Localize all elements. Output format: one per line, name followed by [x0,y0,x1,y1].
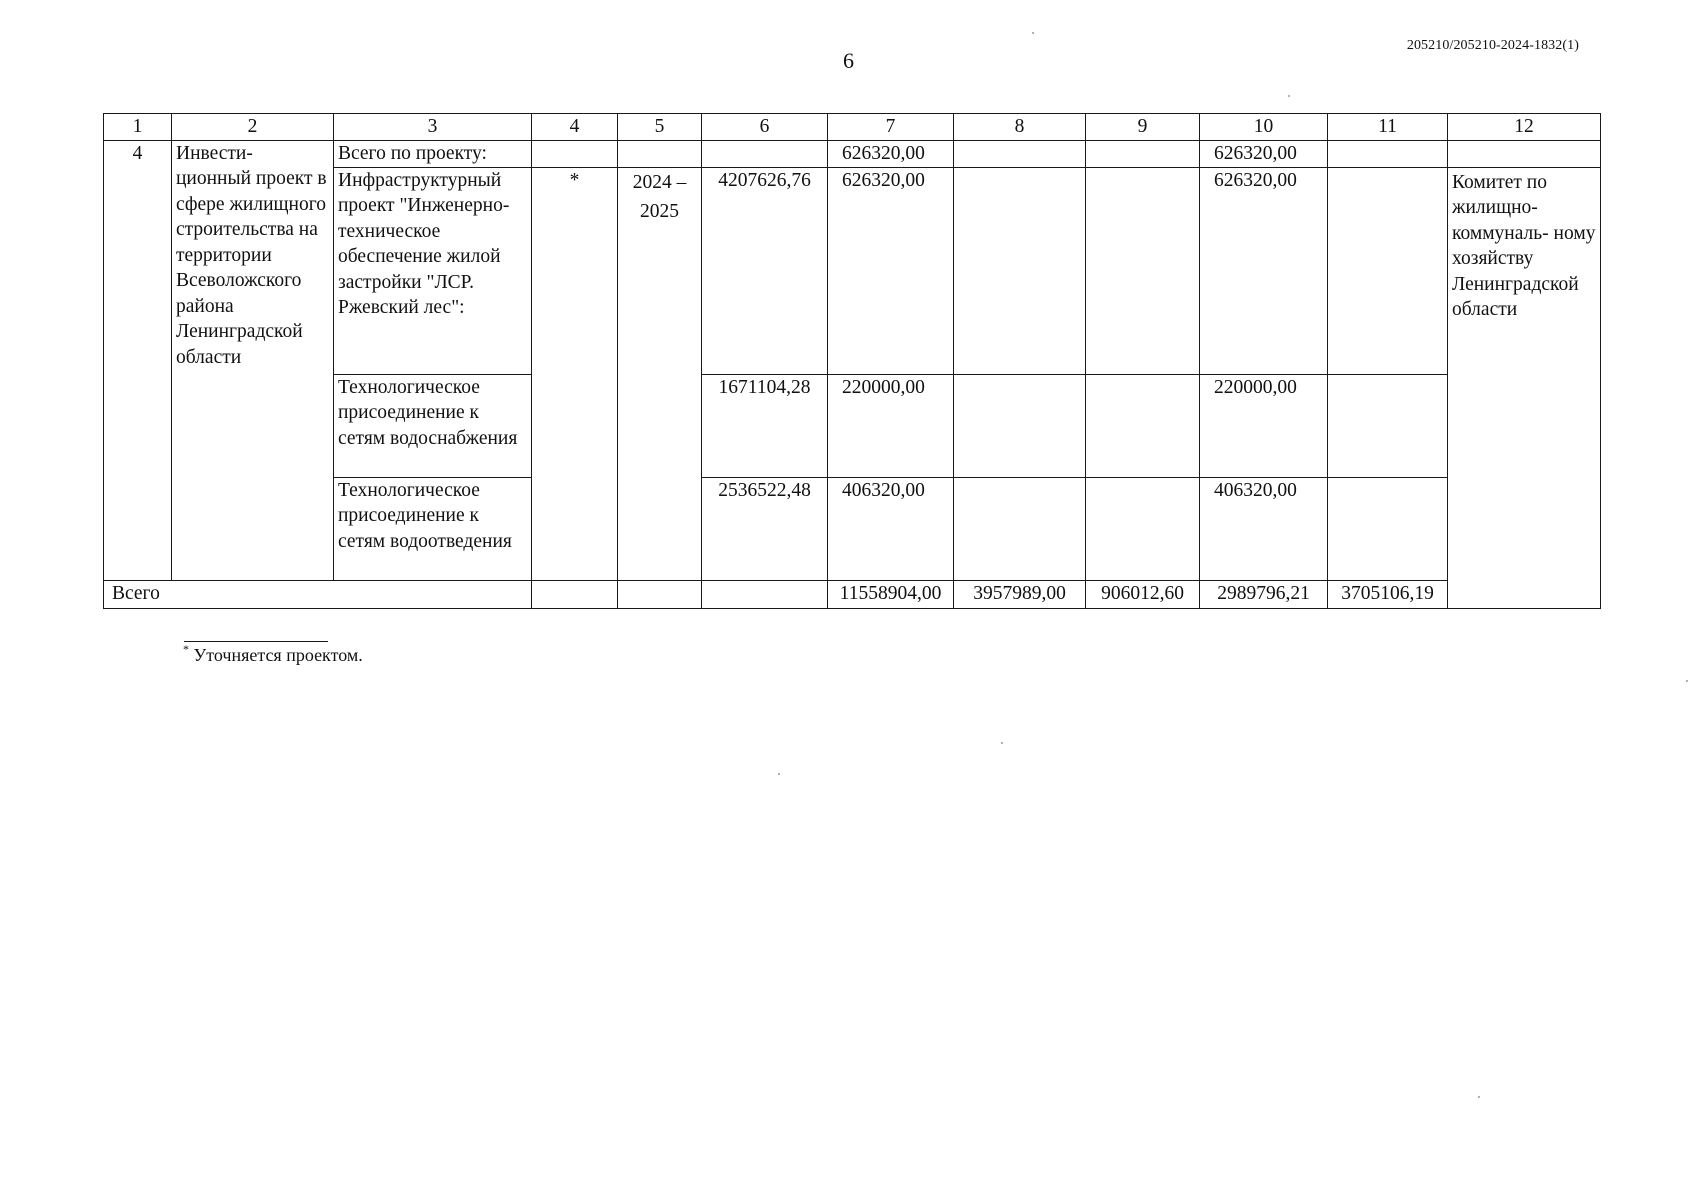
cell-empty [1086,477,1200,580]
water-supply-col10: 220000,00 [1200,374,1328,477]
column-number: 6 [702,114,828,141]
cell-empty [954,374,1086,477]
infrastructure-col10: 626320,00 [1200,167,1328,374]
grand-total-col8: 3957989,00 [954,580,1086,608]
cell-empty [1448,140,1601,167]
cell-empty [954,477,1086,580]
page-number: 6 [843,48,854,73]
cell-empty [702,140,828,167]
cell-empty [1328,167,1448,374]
column-number: 1 [104,114,172,141]
scan-speck [1001,742,1003,744]
cell-empty [618,580,702,608]
cell-empty [1328,140,1448,167]
cell-empty [954,167,1086,374]
project-total-col7: 626320,00 [828,140,954,167]
cell-empty [1086,167,1200,374]
column-number: 10 [1200,114,1328,141]
column-number: 4 [532,114,618,141]
sewerage-col10: 406320,00 [1200,477,1328,580]
row-number: 4 [104,140,172,580]
project-name: Инвести- ционный проект в сфере жилищного строительства на территории Всеволожского района Ленинградской области [172,140,334,580]
scan-speck [1478,1096,1480,1098]
financing-table [103,113,1601,609]
column-number: 7 [828,114,954,141]
cell-empty [702,580,828,608]
grand-total-label: Всего [104,580,532,608]
project-total-col10: 626320,00 [1200,140,1328,167]
water-supply-col7: 220000,00 [828,374,954,477]
cell-empty [532,140,618,167]
scan-speck [1288,95,1290,97]
responsible-committee: Комитет по жилищно- коммуналь- ному хозяйству Ленинградской области [1448,167,1601,608]
column-number: 3 [334,114,532,141]
document-code: 205210/205210-2024-1832(1) [1406,38,1579,53]
grand-total-col11: 3705106,19 [1328,580,1448,608]
period-cell: 2024 – 2025 [618,167,702,580]
scan-speck [1032,32,1034,34]
project-total-label: Всего по проекту: [334,140,532,167]
column-number: 8 [954,114,1086,141]
water-supply-col6: 1671104,28 [702,374,828,477]
footnote [183,642,363,666]
scan-speck [778,773,780,775]
scan-speck [1686,680,1688,682]
grand-total-col7: 11558904,00 [828,580,954,608]
cell-empty [954,140,1086,167]
cell-empty [1086,374,1200,477]
footnote-marker-cell: * [532,167,618,580]
column-number: 2 [172,114,334,141]
infrastructure-project-label: Инфраструктурный проект "Инженерно- техническое обеспечение жилой застройки "ЛСР. Ржевский лес": [334,167,532,374]
footnote-marker: * [183,642,189,656]
water-supply-label: Технологическое присоединение к сетям водоснабжения [334,374,532,477]
grand-total-col9: 906012,60 [1086,580,1200,608]
cell-empty [1086,140,1200,167]
infrastructure-col6: 4207626,76 [702,167,828,374]
cell-empty [1328,477,1448,580]
cell-empty [532,580,618,608]
sewerage-col7: 406320,00 [828,477,954,580]
grand-total-col10: 2989796,21 [1200,580,1328,608]
infrastructure-col7: 626320,00 [828,167,954,374]
sewerage-col6: 2536522,48 [702,477,828,580]
column-number: 5 [618,114,702,141]
column-number: 9 [1086,114,1200,141]
column-number: 11 [1328,114,1448,141]
column-number: 12 [1448,114,1601,141]
project-total-row [104,140,1601,167]
sewerage-label: Технологическое присоединение к сетям водоотведения [334,477,532,580]
footnote-text: Уточняется проектом. [189,645,363,665]
grand-total-row [104,580,1601,608]
footnote-separator [184,641,328,642]
cell-empty [1328,374,1448,477]
column-number-row [104,114,1601,141]
cell-empty [618,140,702,167]
